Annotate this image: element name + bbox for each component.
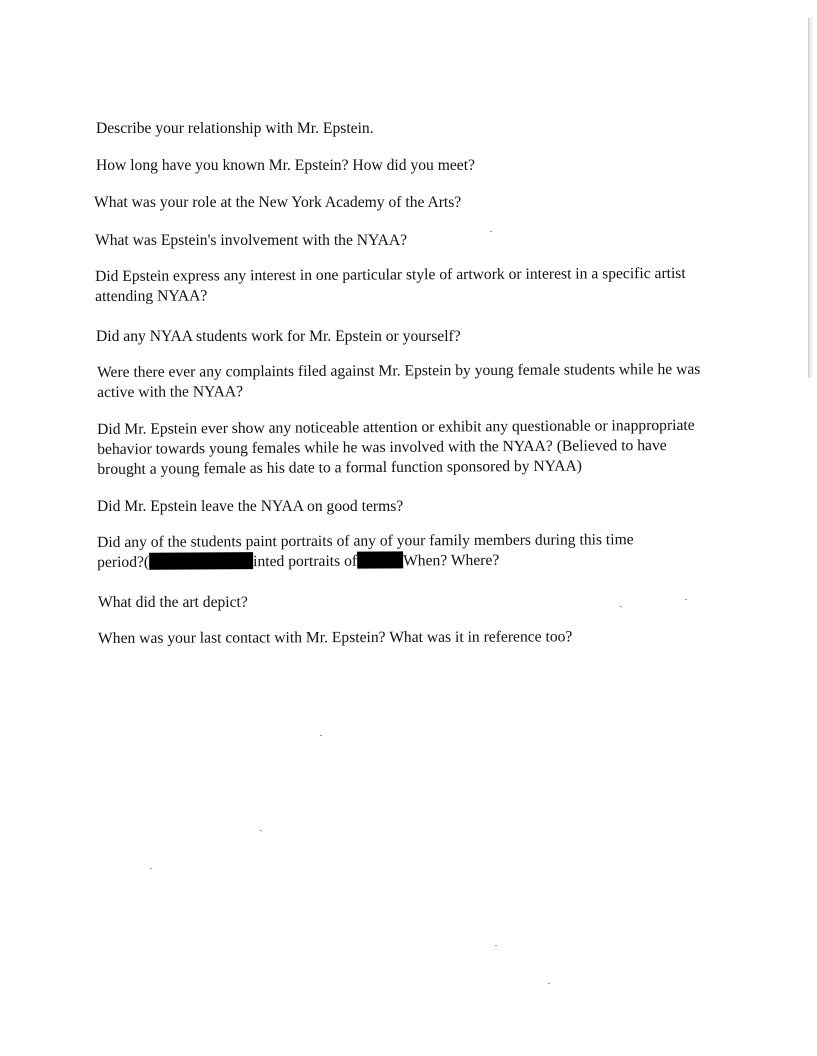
question-line: Did Mr. Epstein ever show any noticeable attention or exhibit any questionable or inappropriate <box>97 416 695 438</box>
text-fragment: inted portraits of <box>253 552 358 571</box>
question-relationship <box>96 119 374 139</box>
question-art-depict <box>98 593 248 613</box>
question-good-terms <box>97 497 403 517</box>
question-line: Describe your relationship with Mr. Epstein. <box>96 120 374 137</box>
question-line: Did Epstein express any interest in one particular style of artwork or interest in a specific artist <box>95 264 686 285</box>
question-line: How long have you known Mr. Epstein? How did you meet? <box>96 157 475 174</box>
redaction-box <box>149 552 253 570</box>
scan-speck <box>260 830 262 831</box>
question-involvement <box>95 231 407 251</box>
text-fragment: period?( <box>97 553 150 571</box>
question-line: active with the NYAA? <box>97 383 244 401</box>
question-role <box>94 193 461 213</box>
question-line: When was your last contact with Mr. Epstein? What was it in reference too? <box>98 628 573 647</box>
scan-speck <box>490 231 492 232</box>
question-portraits <box>97 530 634 573</box>
question-line-redacted <box>97 550 634 573</box>
scan-speck <box>620 606 622 607</box>
question-line: Did any of the students paint portraits of any of your family members during this time <box>97 531 634 551</box>
scan-speck <box>495 945 497 946</box>
question-line: Were there ever any complaints filed against Mr. Epstein by young female students while he was <box>97 360 701 381</box>
scan-edge-shadow <box>808 18 814 378</box>
text-fragment: When? Where? <box>402 551 500 570</box>
question-complaints <box>97 360 700 403</box>
question-inappropriate-behavior <box>97 416 695 480</box>
question-line: Did any NYAA students work for Mr. Epstein or yourself? <box>96 328 461 345</box>
question-line: behavior towards young females while he was involved with the NYAA? (Believed to have <box>97 437 667 458</box>
question-line: Did Mr. Epstein leave the NYAA on good terms? <box>97 498 404 515</box>
question-students-work <box>96 327 461 347</box>
scan-speck <box>320 735 322 736</box>
scan-speck <box>548 983 550 984</box>
question-line: What was Epstein's involvement with the NYAA? <box>95 232 408 249</box>
question-how-long <box>96 156 475 176</box>
question-line: brought a young female as his date to a formal function sponsored by NYAA) <box>97 457 582 478</box>
redaction-box <box>357 551 403 568</box>
question-artwork-interest <box>95 264 686 307</box>
question-line: What did the art depict? <box>98 594 248 611</box>
scan-speck <box>685 599 687 600</box>
scan-speck <box>150 868 152 869</box>
question-last-contact <box>98 627 572 649</box>
question-line: attending NYAA? <box>95 287 208 305</box>
question-line: What was your role at the New York Academy of the Arts? <box>94 194 462 211</box>
